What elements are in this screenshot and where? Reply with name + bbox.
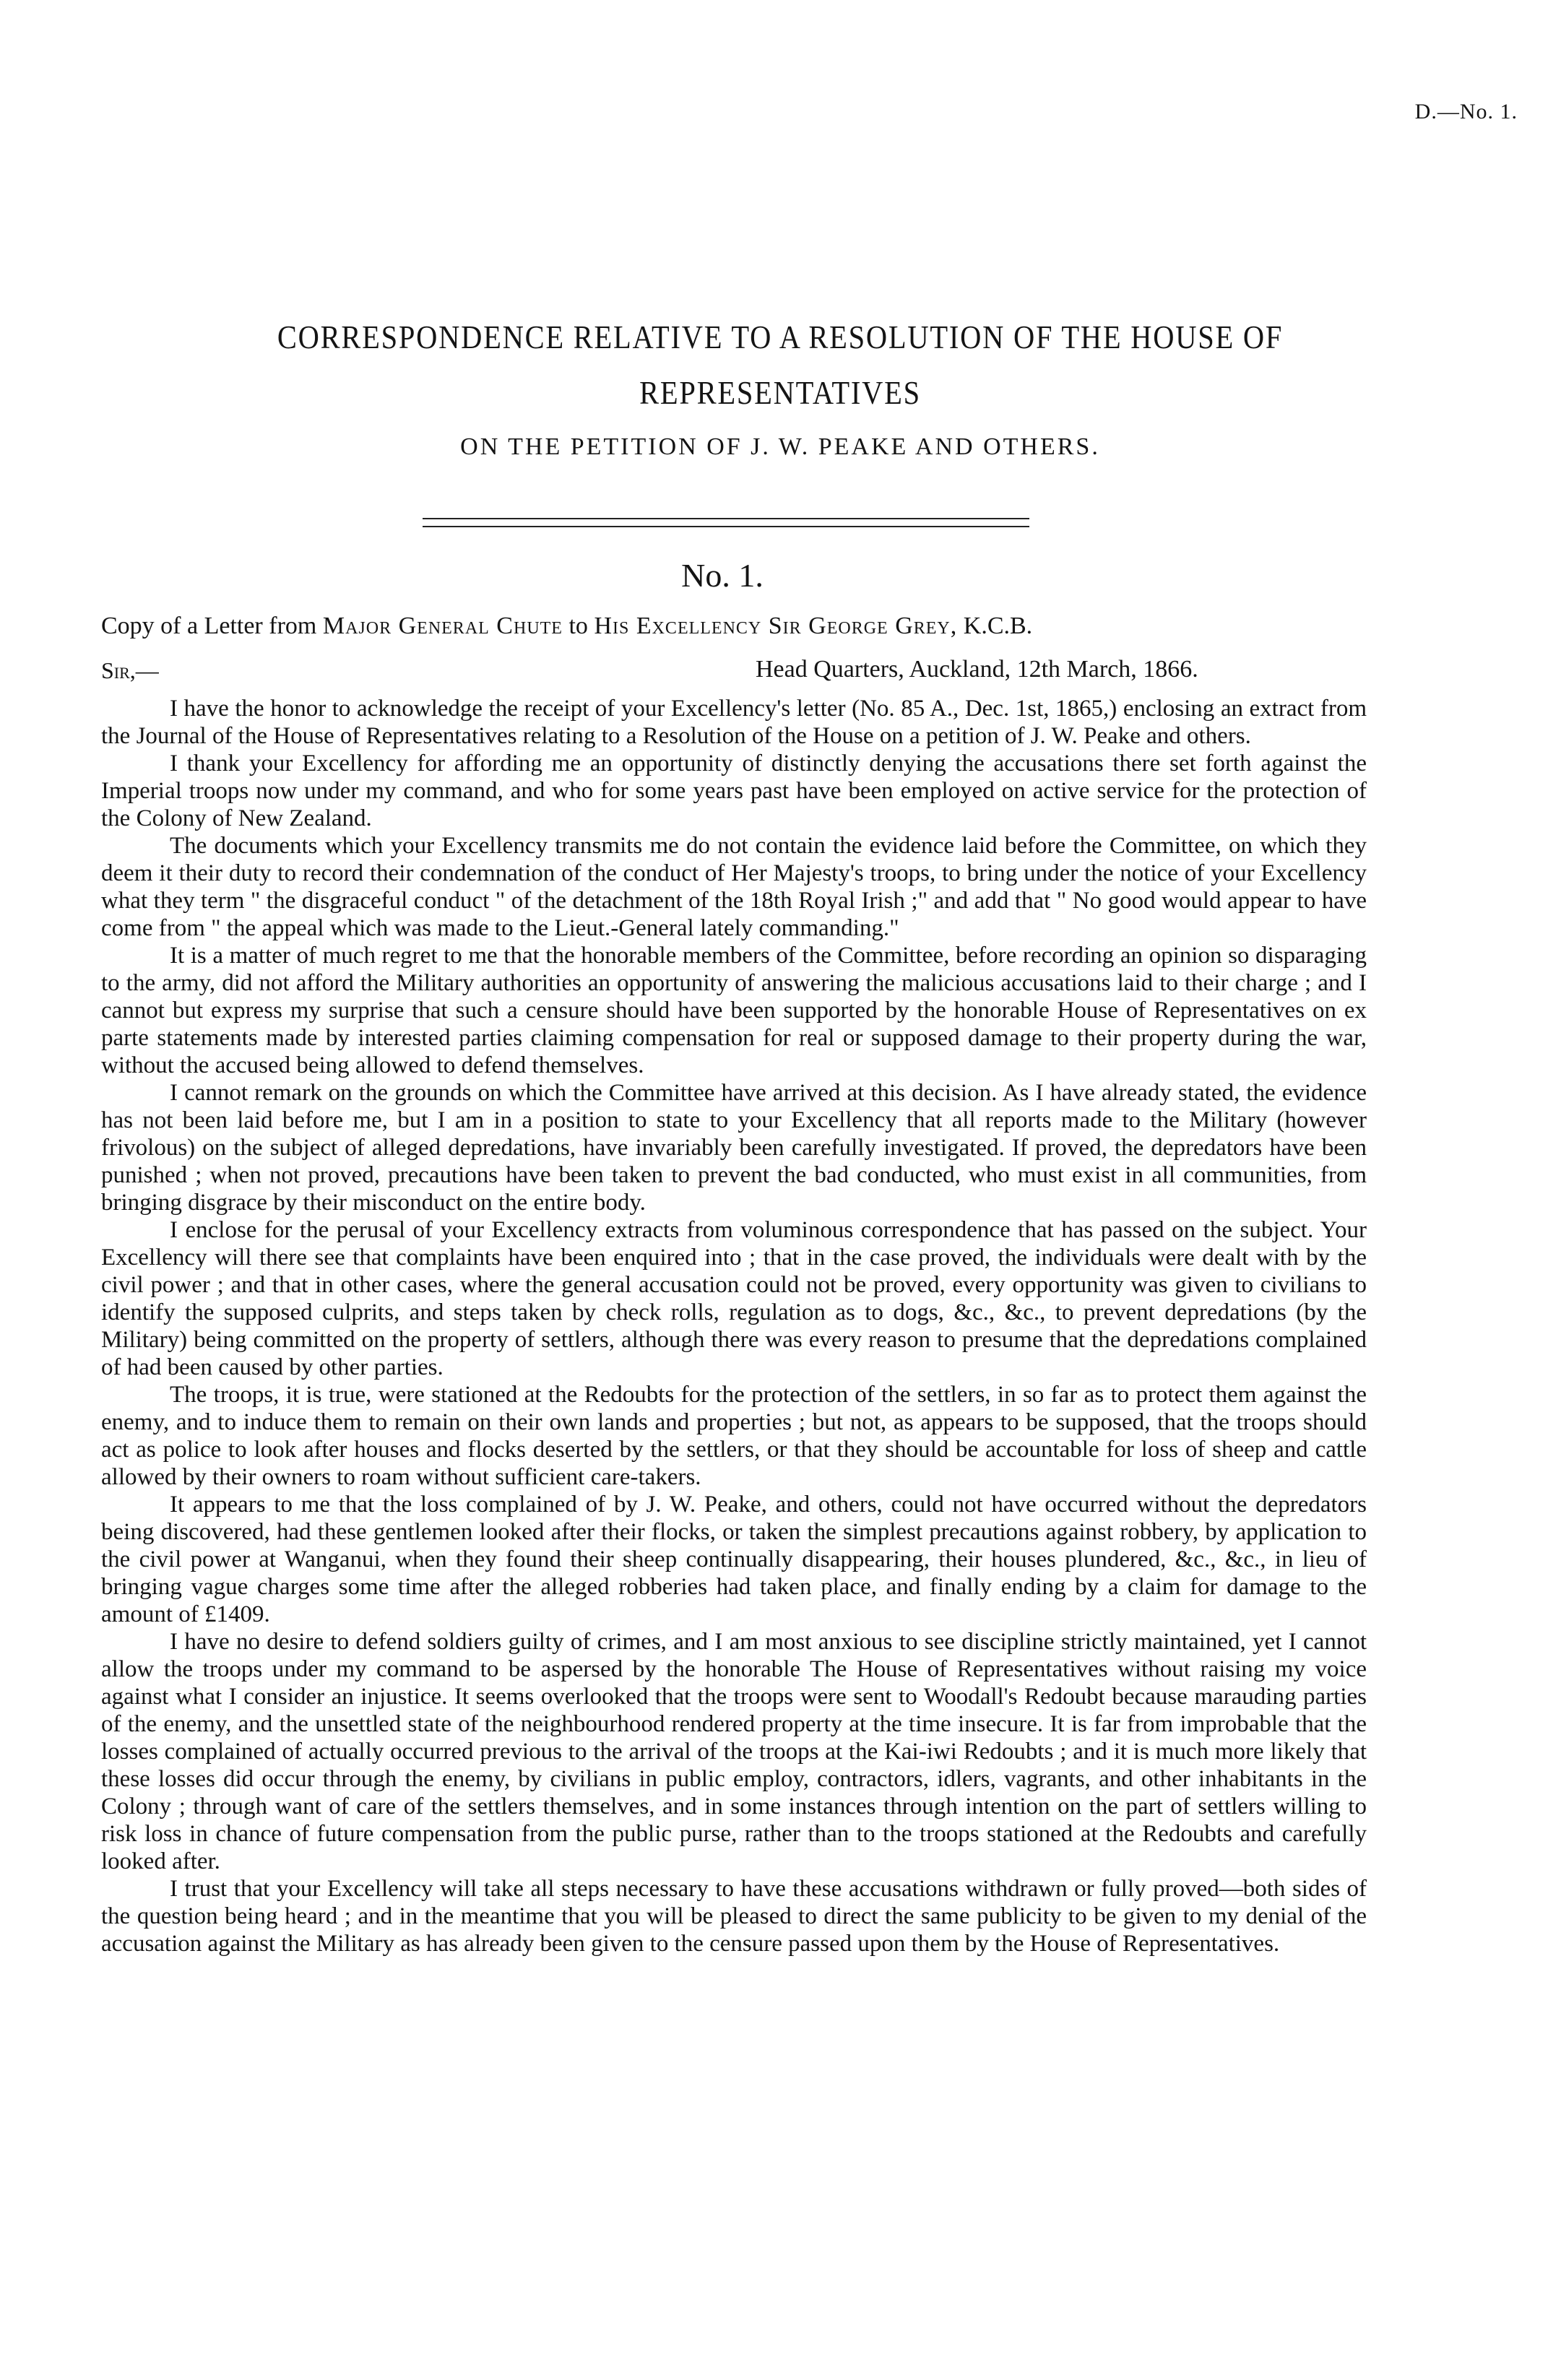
- double-rule-divider: [423, 518, 1029, 527]
- recipient-honours: K.C.B.: [963, 613, 1033, 639]
- paragraph-4: It is a matter of much regret to me that the honorable members of the Committee, before recording an opinion so disparaging to the army, did not afford the Military authorities an opportunity of answering the malicious accusations laid to their charge ; and I cannot but express my surprise that such a censure should have been supported by the honorable House of Representatives on ex parte statements made by interested parties claiming compensation for real or supposed damage to their property during the war, without the accused being allowed to defend themselves.: [101, 943, 1367, 1078]
- sender-name: Major General Chute: [322, 613, 563, 639]
- paragraph-3: The documents which your Excellency transmits me do not contain the evidence laid before the Committee, on which they deem it their duty to record their condemnation of the conduct of Her Majesty's troops, to bring under the notice of your Excellency what they term " the disgraceful conduct " of the detachment of the 18th Royal Irish ;" and add that " No good would appear to have come from " the appeal which was made to the Lieut.-General lately commanding.": [101, 833, 1367, 941]
- document-number: No. 1.: [681, 557, 764, 594]
- letter-caption: [101, 613, 1032, 640]
- paragraph-1: I have the honor to acknowledge the receipt of your Excellency's letter (No. 85 A., Dec. 1st, 1865,) enclosing an extract from the Journal of the House of Representatives relating to a Resolution of the House on a petition of J. W. Peake and others.: [101, 696, 1367, 749]
- salutation: [101, 657, 159, 684]
- paragraph-7: The troops, it is true, were stationed at the Redoubts for the protection of the settlers, in so far as to protect them against the enemy, and to induce them to remain on their own lands and properties ; but not, as appears to be supposed, that the troops should act as police to look after houses and flocks deserted by the settlers, or that they should be accountable for loss of sheep and cattle allowed by their owners to roam without sufficient care-takers.: [101, 1382, 1367, 1490]
- recipient-name: His Excellency Sir George Grey,: [594, 613, 958, 639]
- paragraph-6: I enclose for the perusal of your Excellency extracts from voluminous correspondence that has passed on the subject. Your Excellency will there see that complaints have been enquired into ; that in the case proved, the individuals were dealt with by the civil power ; and that in other cases, where the general accusation could not be proved, every opportunity was given to civilians to identify the supposed culprits, and steps taken by check rolls, regulation as to dogs, &c., &c., to prevent depredations (by the Military) being committed on the property of settlers, although there was every reason to presume that the depredations complained of had been caused by other parties.: [101, 1217, 1367, 1380]
- salutation-text: Sir,—: [101, 657, 159, 683]
- paragraph-8: It appears to me that the loss complained of by J. W. Peake, and others, could not have occurred without the depredators being discovered, had these gentlemen looked after their flocks, or taken the simplest precautions against robbery, by application to the civil power at Wanganui, when they found their sheep continually disappearing, their houses plundered, &c., &c., in lieu of bringing vague charges some time after the alleged robberies had taken place, and finally ending by a claim for damage to the amount of £1409.: [101, 1492, 1367, 1627]
- paragraph-2: I thank your Excellency for affording me an opportunity of distinctly denying the accusations there set forth against the Imperial troops now under my command, and who for some years past have been employed on active service for the protection of the Colony of New Zealand.: [101, 750, 1367, 831]
- page-reference: D.—No. 1.: [1414, 100, 1518, 124]
- dateline: Head Quarters, Auckland, 12th March, 1866.: [756, 656, 1198, 683]
- title-line-2: REPRESENTATIVES: [639, 374, 921, 411]
- caption-to: to: [568, 613, 588, 639]
- paragraph-10: I trust that your Excellency will take all steps necessary to have these accusations withdrawn or fully proved—both sides of the question being heard ; and in the meantime that you will be pleased to direct the same publicity to be given to my denial of the accusation against the Military as has already been given to the censure passed upon them by the House of Representatives.: [101, 1876, 1367, 1957]
- letter-body: [101, 695, 1367, 1957]
- subtitle: ON THE PETITION OF J. W. PEAKE AND OTHERS.: [460, 433, 1100, 460]
- paragraph-9: I have no desire to defend soldiers guilty of crimes, and I am most anxious to see discipline strictly maintained, yet I cannot allow the troops under my command to be aspersed by the honorable The House of Representatives without raising my voice against what I consider an injustice. It seems overlooked that the troops were sent to Woodall's Redoubt because marauding parties of the enemy, and the unsettled state of the neighbourhood rendered property at the time insecure. It is far from improbable that the losses complained of actually occurred previous to the arrival of the troops at the Kai-iwi Redoubts ; and it is much more likely that these losses did occur through the enemy, by civilians in public employ, contractors, idlers, vagrants, and other inhabitants in the Colony ; through want of care of the settlers themselves, and in some instances through intention on the part of settlers willing to risk loss in chance of future compensation from the public purse, rather than to the troops stationed at the Redoubts and carefully looked after.: [101, 1629, 1367, 1874]
- title-block: [101, 318, 1459, 461]
- title-line-1: CORRESPONDENCE RELATIVE TO A RESOLUTION OF THE HOUSE OF: [277, 319, 1284, 355]
- caption-prefix: Copy of a Letter from: [101, 613, 317, 639]
- paragraph-5: I cannot remark on the grounds on which the Committee have arrived at this decision. As I have already stated, the evidence has not been laid before me, but I am in a position to state to your Excellency that all reports made to the Military (however frivolous) on the subject of alleged depredations, have invariably been carefully investigated. If proved, the depredators have been punished ; when not proved, precautions have been taken to prevent the bad conducted, who must exist in all communities, from bringing disgrace by their misconduct on the entire body.: [101, 1080, 1367, 1216]
